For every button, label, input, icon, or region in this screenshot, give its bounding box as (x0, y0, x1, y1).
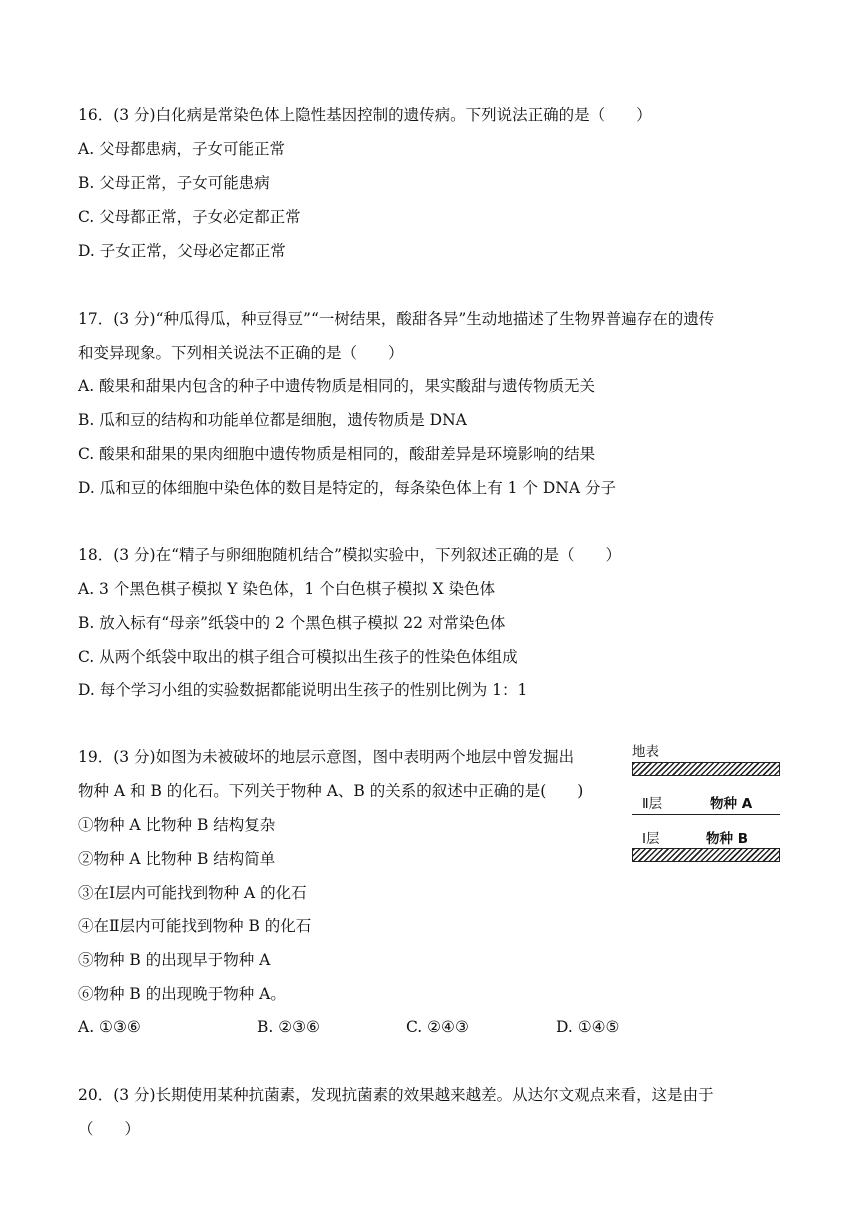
q17-stem-line1: 17．(3 分)“种瓜得瓜，种豆得豆”“一树结果，酸甜各异”生动地描述了生物界普遍存在的遗传 (78, 310, 715, 328)
layer1-label: Ⅰ层 (642, 831, 660, 847)
q19-statement-6: ⑥物种 B 的出现晚于物种 A。 (78, 985, 286, 1003)
surface-label: 地表 (632, 744, 659, 760)
q17-option-c[interactable]: C. 酸果和甜果的果肉细胞中遗传物质是相同的，酸甜差异是环境影响的结果 (78, 445, 596, 463)
q19-options-row (78, 1016, 678, 1038)
q19-statement-5: ⑤物种 B 的出现早于物种 A (78, 951, 271, 969)
q20-stem-line2: （ ） (78, 1120, 141, 1138)
q17-option-d[interactable]: D. 瓜和豆的体细胞中染色体的数目是特定的，每条染色体上有 1 个 DNA 分子 (78, 479, 616, 497)
strata-diagram (630, 740, 782, 868)
bottom-hatch (632, 848, 780, 862)
layer-boundary (632, 814, 780, 815)
q16-option-a[interactable]: A. 父母都患病，子女可能正常 (78, 140, 286, 158)
q16-option-d[interactable]: D. 子女正常，父母必定都正常 (78, 242, 286, 260)
q19-option-b[interactable]: B. ②③⑥ (257, 1018, 320, 1036)
q19-statement-3: ③在Ⅰ层内可能找到物种 A 的化石 (78, 884, 307, 902)
q19-option-d[interactable]: D. ①④⑤ (556, 1018, 620, 1036)
layer2-species: 物种 A (710, 796, 753, 812)
q19-option-a[interactable]: A. ①③⑥ (78, 1018, 141, 1036)
surface-hatch (632, 762, 780, 776)
q17-option-a[interactable]: A. 酸果和甜果内包含的种子中遗传物质是相同的，果实酸甜与遗传物质无关 (78, 377, 596, 395)
q18-option-c[interactable]: C. 从两个纸袋中取出的棋子组合可模拟出生孩子的性染色体组成 (78, 648, 518, 666)
q18-option-b[interactable]: B. 放入标有“母亲”纸袋中的 2 个黑色棋子模拟 22 对常染色体 (78, 614, 506, 632)
q17-option-b[interactable]: B. 瓜和豆的结构和功能单位都是细胞，遗传物质是 DNA (78, 411, 467, 429)
q19-statement-4: ④在Ⅱ层内可能找到物种 B 的化石 (78, 917, 312, 935)
q19-option-c[interactable]: C. ②④③ (406, 1018, 469, 1036)
q18-option-a[interactable]: A. 3 个黑色棋子模拟 Y 染色体，1 个白色棋子模拟 X 染色体 (78, 580, 496, 598)
layer2-label: Ⅱ层 (642, 796, 663, 812)
q17-stem-line2: 和变异现象。下列相关说法不正确的是（ ） (78, 344, 404, 362)
q20-stem-line1: 20．(3 分)长期使用某种抗菌素，发现抗菌素的效果越来越差。从达尔文观点来看，这是由于 (78, 1086, 714, 1104)
q19-stem-line1: 19．(3 分)如图为未被破坏的地层示意图，图中表明两个地层中曾发掘出 (78, 748, 575, 766)
q18-stem: 18．(3 分)在“精子与卵细胞随机结合”模拟实验中，下列叙述正确的是（ ） (78, 546, 621, 564)
q18-option-d[interactable]: D. 每个学习小组的实验数据都能说明出生孩子的性别比例为 1：1 (78, 681, 528, 699)
q19-stem-line2: 物种 A 和 B 的化石。下列关于物种 A、B 的关系的叙述中正确的是( ) (78, 782, 584, 800)
q16-option-b[interactable]: B. 父母正常，子女可能患病 (78, 174, 270, 192)
layer1-species: 物种 B (706, 831, 748, 847)
q19-statement-1: ①物种 A 比物种 B 结构复杂 (78, 816, 276, 834)
q16-option-c[interactable]: C. 父母都正常，子女必定都正常 (78, 208, 301, 226)
q19-statement-2: ②物种 A 比物种 B 结构简单 (78, 850, 276, 868)
q16-stem: 16．(3 分)白化病是常染色体上隐性基因控制的遗传病。下列说法正确的是（ ） (78, 106, 652, 124)
